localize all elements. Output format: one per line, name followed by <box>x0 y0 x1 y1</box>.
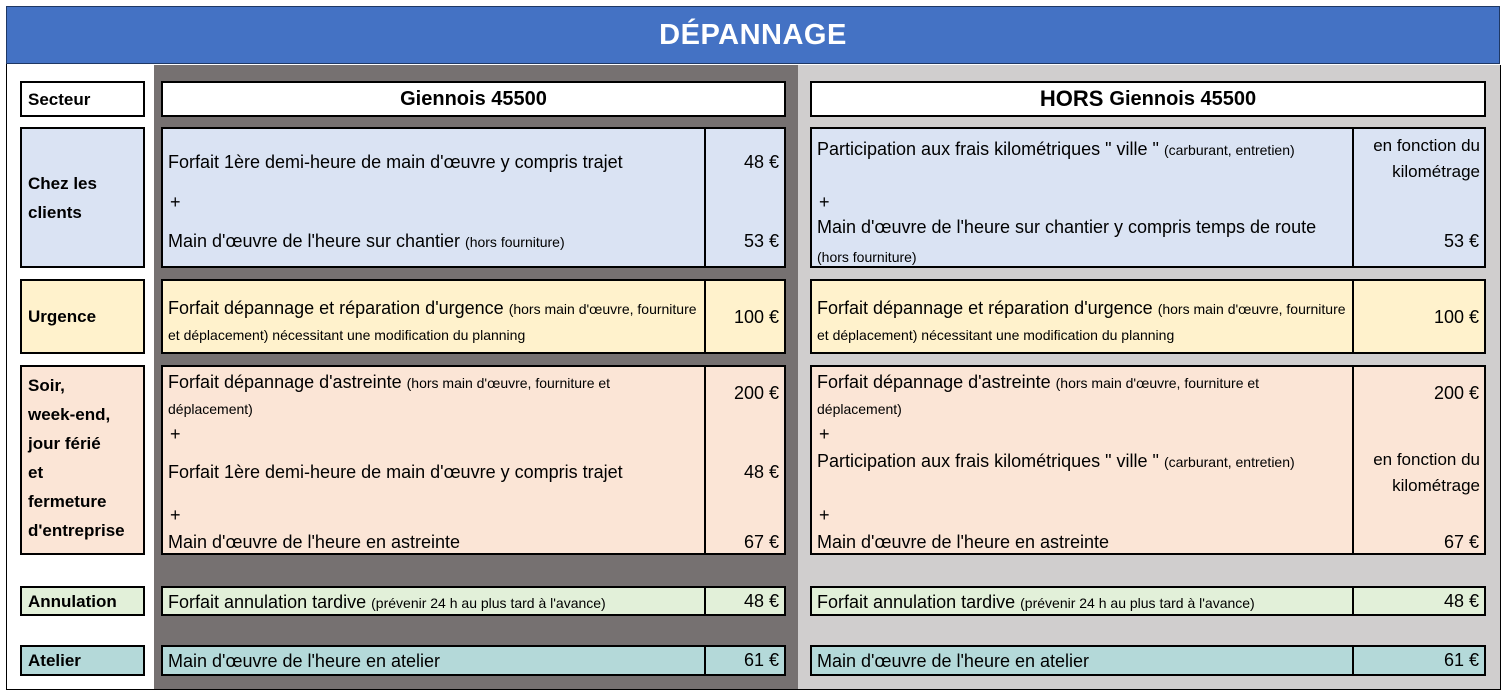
clients-local-prices <box>704 129 784 266</box>
row-label-soir <box>20 365 145 555</box>
frame-border <box>6 64 7 690</box>
price: 48 € <box>743 152 779 172</box>
plus-sign: + <box>819 505 830 525</box>
label-line: jour férié <box>28 434 101 453</box>
clients-local-line2 <box>168 228 565 255</box>
soir-local-last: Main d'œuvre de l'heure en astreinte <box>168 532 461 552</box>
price: 48 € <box>743 462 779 482</box>
line-small: (hors main d'œuvre, fourniture et déplacement) <box>817 375 1260 417</box>
atelier-local-description: Main d'œuvre de l'heure en atelier <box>168 651 441 671</box>
atelier-outside-price: 61 € <box>1352 647 1484 674</box>
header-outside <box>810 81 1486 117</box>
soir-outside-prices <box>1352 367 1484 553</box>
price: 200 € <box>733 383 779 403</box>
annulation-outside-price: 48 € <box>1352 588 1484 614</box>
plus-sign: + <box>819 424 830 444</box>
line-small: (carburant, entretien) <box>1163 142 1295 158</box>
atelier-outside-description: Main d'œuvre de l'heure en atelier <box>817 651 1090 671</box>
price: 53 € <box>1443 231 1479 251</box>
soir-local-description <box>163 367 705 553</box>
row-label-annulation: Annulation <box>20 586 145 616</box>
line-small: (hors main d'œuvre, fourniture et déplacement) <box>168 375 611 417</box>
urgence-local-description <box>163 296 705 348</box>
clients-local-cell <box>161 127 786 268</box>
page-title: DÉPANNAGE <box>6 6 1500 64</box>
label-line: Chez les <box>28 173 97 193</box>
annulation-local-price: 48 € <box>704 588 784 614</box>
plus-sign: + <box>170 192 181 212</box>
annulation-local-description <box>163 589 705 616</box>
line-small: (hors fourniture) <box>817 249 917 265</box>
price: 200 € <box>1433 383 1479 403</box>
annulation-outside-description <box>812 589 1354 616</box>
line-small: (hors fourniture) <box>465 234 565 250</box>
row-label-atelier: Atelier <box>20 645 145 676</box>
clients-local-description <box>163 129 705 266</box>
atelier-outside-cell <box>810 645 1486 676</box>
line-main: Main d'œuvre de l'heure sur chantier y compris temps de route <box>817 217 1317 237</box>
price: 67 € <box>743 532 779 552</box>
secteur-label: Secteur <box>20 81 145 117</box>
price: 53 € <box>743 231 779 251</box>
atelier-local-price: 61 € <box>704 647 784 674</box>
line-main: Forfait dépannage d'astreinte <box>168 372 402 392</box>
clients-outside-line1 <box>817 136 1342 163</box>
line-small: (prévenir 24 h au plus tard à l'avance) <box>371 595 606 611</box>
label-line: et <box>28 463 44 482</box>
clients-outside-description <box>812 129 1354 266</box>
plus-sign: + <box>819 192 830 212</box>
label-line: clients <box>28 202 82 222</box>
soir-outside-last: Main d'œuvre de l'heure en astreinte <box>817 532 1110 552</box>
soir-local-prices <box>704 367 784 553</box>
annulation-local-cell <box>161 586 786 616</box>
label-line: d'entreprise <box>28 521 125 540</box>
plus-sign: + <box>170 505 181 525</box>
urgence-outside-description <box>812 296 1354 348</box>
line-main: Forfait dépannage et réparation d'urgence <box>817 298 1153 318</box>
urgence-outside-cell <box>810 279 1486 354</box>
line-main: Forfait annulation tardive <box>168 592 367 612</box>
header-outside-prefix: HORS <box>1039 86 1104 111</box>
price: 67 € <box>1443 532 1479 552</box>
soir-outside-description <box>812 367 1354 553</box>
clients-local-line1: Forfait 1ère demi-heure de main d'œuvre y compris trajet <box>168 152 623 172</box>
line-main: Participation aux frais kilométriques " ville " <box>817 139 1159 159</box>
soir-outside-mid <box>817 449 1342 475</box>
soir-local-astreinte <box>168 370 693 422</box>
label-line: Soir, <box>28 376 65 395</box>
line-small: (prévenir 24 h au plus tard à l'avance) <box>1020 595 1255 611</box>
atelier-local-cell <box>161 645 786 676</box>
soir-outside-cell <box>810 365 1486 555</box>
line-main: Participation aux frais kilométriques " ville " <box>817 451 1159 471</box>
clients-outside-cell <box>810 127 1486 268</box>
price: en fonction du kilométrage <box>1373 450 1480 495</box>
urgence-local-cell <box>161 279 786 354</box>
row-label-clients <box>20 127 145 268</box>
line-small: (hors main d'œuvre, fourniture et déplacement) nécessitant une modification du planning <box>168 301 697 343</box>
header-outside-text: Giennois 45500 <box>1109 87 1257 110</box>
frame-border <box>6 689 1501 690</box>
row-label-urgence: Urgence <box>20 279 145 354</box>
line-main: Forfait annulation tardive <box>817 592 1016 612</box>
annulation-outside-cell <box>810 586 1486 616</box>
urgence-local-price: 100 € <box>704 281 784 352</box>
soir-outside-astreinte <box>817 370 1342 422</box>
clients-outside-line2 <box>817 213 1347 266</box>
line-small: (hors main d'œuvre, fourniture et déplacement) nécessitant une modification du planning <box>817 301 1346 343</box>
plus-sign: + <box>170 424 181 444</box>
line-small: (carburant, entretien) <box>1163 454 1295 470</box>
clients-outside-prices <box>1352 129 1484 266</box>
line-main: Forfait dépannage d'astreinte <box>817 372 1051 392</box>
soir-local-mid: Forfait 1ère demi-heure de main d'œuvre y compris trajet <box>168 462 623 482</box>
line-main: Main d'œuvre de l'heure sur chantier <box>168 231 461 251</box>
label-line: fermeture <box>28 492 107 511</box>
price: en fonction du kilométrage <box>1373 136 1480 181</box>
soir-local-cell <box>161 365 786 555</box>
header-local: Giennois 45500 <box>161 81 786 117</box>
urgence-outside-price: 100 € <box>1352 281 1484 352</box>
label-line: week-end, <box>28 405 111 424</box>
line-main: Forfait dépannage et réparation d'urgence <box>168 298 504 318</box>
